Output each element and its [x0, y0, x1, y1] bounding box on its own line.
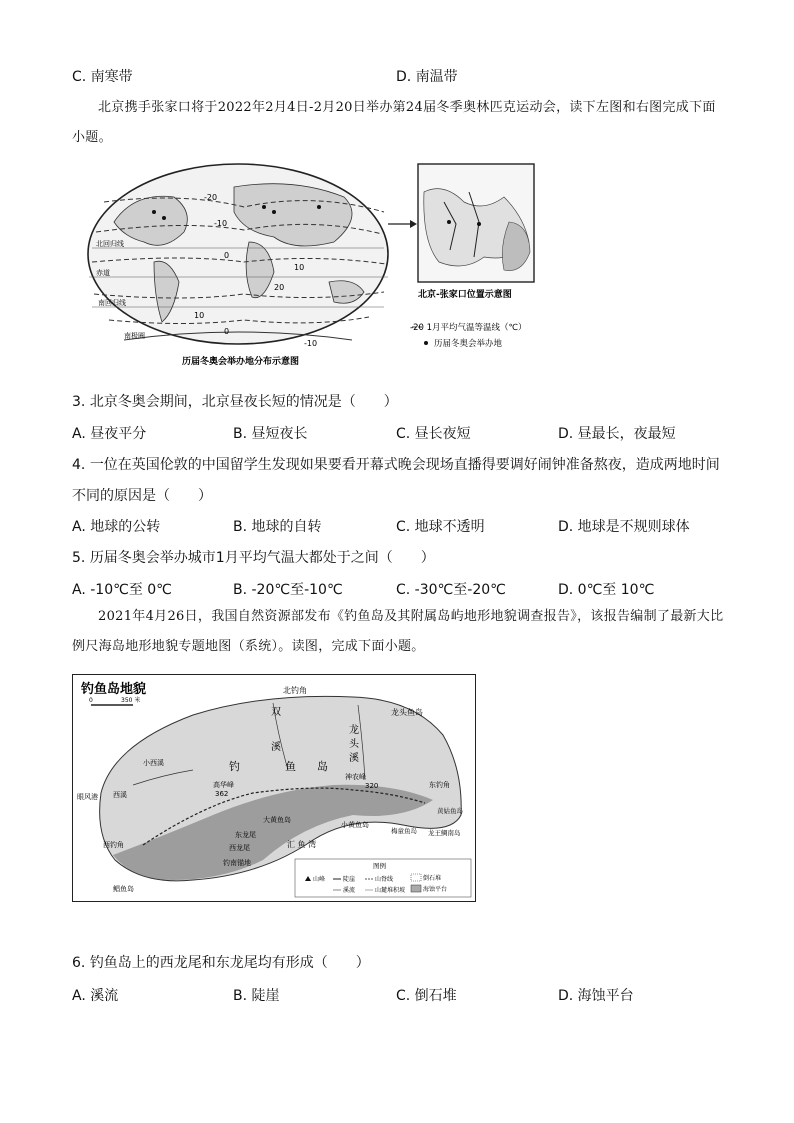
world-map-caption: 历届冬奥会举办地分布示意图	[182, 357, 300, 367]
label-shennong-height: 320	[365, 782, 379, 790]
legend-peak: 山峰	[313, 876, 326, 883]
q5-option-c[interactable]: C. -30℃至-20℃	[396, 582, 506, 598]
question-4	[72, 454, 720, 474]
q5-option-a[interactable]: A. -10℃至 0℃	[72, 582, 172, 598]
label-tou: 头	[349, 739, 359, 750]
island-map-title: 钓鱼岛地貌	[81, 682, 147, 697]
isotherm-label: -10	[304, 339, 318, 348]
q3-option-d[interactable]: D. 昼最长，夜最短	[558, 426, 676, 442]
legend-host: 历届冬奥会举办地	[434, 339, 503, 349]
q4-option-c[interactable]: C. 地球不透明	[396, 519, 485, 535]
isotherm-label: 10	[294, 263, 305, 272]
q3-option-b[interactable]: B. 昼短夜长	[233, 426, 308, 442]
question-number: 3.	[72, 394, 86, 410]
label-xi2: 溪	[349, 753, 359, 764]
label-shuang: 双	[271, 707, 281, 718]
prev-option-d: D. 南温带	[396, 69, 458, 85]
label-gaohua: 高华峰	[213, 781, 234, 789]
question-stem: 北京冬奥会期间，北京昼夜长短的情况是（ ）	[89, 394, 398, 410]
q3-option-c[interactable]: C. 昼长夜短	[396, 426, 471, 442]
legend-wave-platform: 海蚀平台	[423, 886, 448, 893]
label-tengfeng: 眼风港	[77, 793, 98, 801]
label-xilongwei: 西龙尾	[229, 844, 250, 852]
island-map	[73, 675, 475, 901]
question-stem: 一位在英国伦敦的中国留学生发现如果要看开幕式晚会现场直播得要调好闹钟准备熬夜，造成两地时间	[89, 457, 720, 473]
inset-caption: 北京-张家口位置示意图	[418, 290, 512, 300]
question-number: 6.	[72, 955, 86, 971]
scale-zero: 0	[89, 697, 93, 704]
question-3	[72, 391, 398, 411]
intro-paragraph-1: 北京携手张家口将于2022年2月4日-2月20日举办第24届冬季奥林匹克运动会，读下左图和右图完成下面小题。	[72, 100, 716, 145]
isotherm-label: 20	[274, 283, 285, 292]
host-dot	[272, 210, 276, 214]
intro-paragraph-2: 2021年4月26日，我国自然资源部发布《钓鱼岛及其附属岛屿地形地貌调查报告》，该报告编制了最新大比例尺海岛地形地貌专题地图（系统）。读图，完成下面小题。	[72, 609, 724, 654]
label-diao: 钓	[229, 760, 240, 773]
isotherm-label: 0	[224, 251, 230, 260]
q6-option-a[interactable]: A. 溪流	[72, 988, 119, 1004]
equator-label: 赤道	[96, 269, 110, 277]
label-xixi: 西溪	[113, 791, 127, 799]
host-dot	[162, 216, 166, 220]
q6-option-c[interactable]: C. 倒石堆	[396, 988, 457, 1004]
tropic-capricorn-label: 南回归线	[98, 299, 126, 307]
label-longtou-island: 龙头鱼岛	[391, 708, 423, 717]
question-4-line2: 不同的原因是（ ）	[72, 488, 212, 504]
q4-option-b[interactable]: B. 地球的自转	[233, 519, 322, 535]
tropic-cancer-label: 北回归线	[96, 240, 124, 248]
label-north-cape: 北钓角	[283, 686, 307, 695]
label-xi: 溪	[271, 742, 281, 753]
q3-option-a[interactable]: A. 昼夜平分	[72, 426, 147, 442]
label-xiaoxixi: 小西溪	[143, 759, 164, 767]
isotherm-label: -20	[204, 193, 218, 202]
label-yu: 鱼	[285, 760, 296, 773]
q6-option-d[interactable]: D. 海蚀平台	[558, 988, 634, 1004]
legend-isotherm: -20 1月平均气温等温线（℃）	[410, 323, 527, 333]
question-stem: 历届冬奥会举办城市1月平均气温大都处于之间（ ）	[89, 550, 435, 566]
q5-option-b[interactable]: B. -20℃至-10℃	[233, 582, 343, 598]
prev-option-c: C. 南寒带	[72, 69, 133, 85]
question-5	[72, 547, 435, 567]
isotherm-label: 10	[194, 311, 205, 320]
q6-option-b[interactable]: B. 陡崖	[233, 988, 280, 1004]
legend-cliff: 陡崖	[343, 876, 356, 883]
label-xidiao: 西钓角	[103, 841, 124, 849]
scale-label: 350 米	[121, 697, 141, 704]
label-longwang: 龙王鲷南岛	[428, 829, 461, 837]
label-dahuangyu: 大黄鱼岛	[263, 816, 291, 824]
legend-title: 图例	[373, 862, 386, 870]
q5-option-d[interactable]: D. 0℃至 10℃	[558, 582, 655, 598]
host-dot	[262, 205, 266, 209]
legend-talus: 倒石堆	[423, 875, 442, 882]
label-meitong: 梅童鱼岛	[391, 827, 417, 835]
question-6	[72, 952, 370, 972]
label-xueyu: 鲳鱼岛	[113, 885, 134, 893]
host-dot	[152, 210, 156, 214]
legend-stream: 溪流	[343, 887, 356, 894]
label-huiyuwan: 汇 鱼 湾	[287, 840, 317, 849]
label-long: 龙	[349, 725, 359, 736]
label-east-cape: 东钓角	[429, 781, 450, 789]
question-stem: 钓鱼岛上的西龙尾和东龙尾均有形成（ ）	[89, 955, 370, 971]
figure-winter-olympics	[84, 162, 538, 370]
antarctic-circle-label: 南极圈	[124, 332, 145, 340]
label-gaohua-height: 362	[215, 790, 229, 798]
label-diaonan: 钓南锚地	[223, 859, 251, 867]
world-map-figure	[84, 162, 538, 370]
q4-option-d[interactable]: D. 地球是不规则球体	[558, 519, 690, 535]
label-donglongwei: 东龙尾	[235, 831, 256, 839]
isotherm-label: -10	[214, 219, 228, 228]
label-xiaohuangyu: 小黄鱼岛	[341, 821, 369, 829]
host-dot	[317, 205, 321, 209]
label-shennong: 神农峰	[345, 773, 366, 781]
label-huanggu: 黄姑鱼岛	[437, 807, 463, 815]
question-number: 4.	[72, 457, 86, 473]
isotherm-label: 0	[224, 327, 230, 336]
figure-diaoyu-island	[72, 674, 476, 902]
label-dao: 岛	[317, 760, 328, 773]
legend-ridge: 山脊线	[375, 876, 394, 883]
legend-piedmont: 山麓堆积坡	[375, 887, 406, 894]
question-number: 5.	[72, 550, 86, 566]
q4-option-a[interactable]: A. 地球的公转	[72, 519, 161, 535]
